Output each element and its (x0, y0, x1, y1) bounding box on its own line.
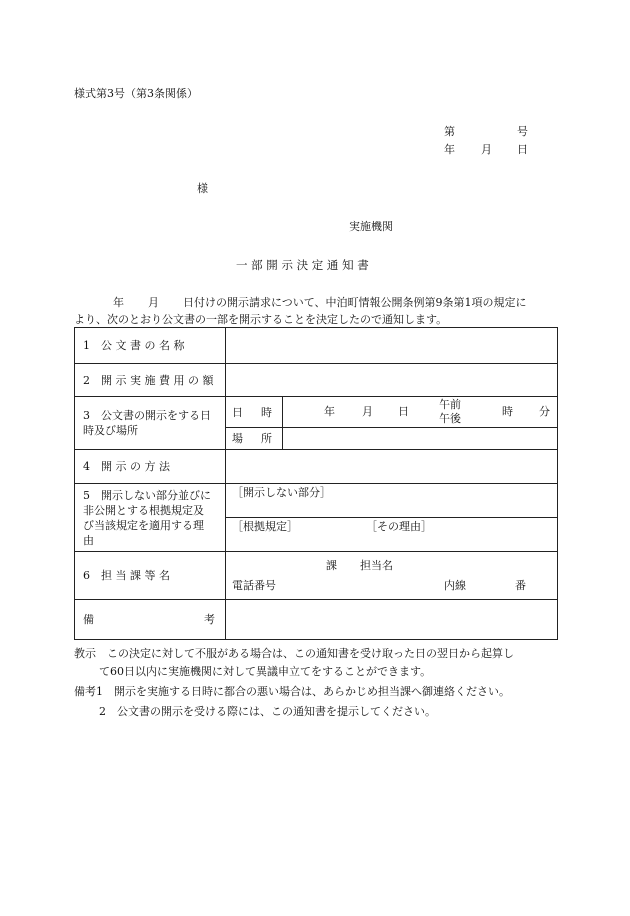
extension-number-suffix: 番 (515, 578, 526, 592)
nichiji-label: 日 時 (226, 397, 283, 428)
row-method (75, 450, 558, 484)
addressee-suffix: 様 (197, 182, 208, 195)
method-field[interactable] (226, 450, 558, 484)
biko-line2: 2 公文書の開示を受ける際には、この通知書を提示してください。 (99, 705, 436, 718)
kyoji-line2: て60日以内に実施機関に対して異議申立てをすることができます。 (99, 665, 432, 678)
undisclosed-part-label: ［開示しない部分］ (232, 486, 331, 499)
basis-field[interactable] (226, 518, 558, 552)
doc-number-suffix: 号 (517, 125, 528, 138)
reason-label: ［その理由］ (366, 520, 432, 533)
row-contact (75, 552, 558, 600)
intro-line1: 日付けの開示請求について、中泊町情報公開条例第9条第1項の規定に (183, 296, 527, 309)
intro-line2: より、次のとおり公文書の一部を開示することを決定したので通知します。 (74, 313, 448, 326)
basis-label: ［根拠規定］ (232, 520, 298, 533)
intro-month: 月 (148, 296, 159, 309)
doc-name-field[interactable] (226, 328, 558, 364)
row-remarks (75, 600, 558, 640)
remarks-field[interactable] (226, 600, 558, 640)
intro-year: 年 (113, 296, 124, 309)
datetime-label: 3 公文書の開示をする日 時及び場所 (75, 397, 226, 450)
form-number: 様式第3号（第3条関係） (74, 87, 198, 100)
extension-label: 内線 (444, 578, 466, 592)
phone-label: 電話番号 (232, 578, 276, 592)
doc-number-prefix: 第 (444, 125, 455, 138)
kyoji-line1: 教示 この決定に対して不服がある場合は、この通知書を受け取った日の翌日から起算し (74, 647, 514, 660)
row-undisclosed-part (75, 484, 558, 518)
document-title: 一 部 開 示 決 定 通 知 書 (236, 258, 369, 272)
place-field[interactable] (283, 428, 558, 450)
person-label: 担当名 (360, 558, 393, 572)
date-month: 月 (481, 143, 492, 156)
place-label: 場 所 (226, 428, 283, 450)
undisclosed-label: 5 開示しない部分並びに 非公開とする根拠規定及 び当該規定を適用する理 由 (75, 484, 226, 552)
biko-line1: 備考1 開示を実施する日時に都合の悪い場合は、あらかじめ担当課へ御連絡ください。 (74, 685, 510, 698)
fee-label: 2 開 示 実 施 費 用 の 額 (75, 364, 226, 397)
section-label: 課 (326, 558, 337, 572)
datetime-field[interactable]: 年 月 日 午前 午後 時 分 (283, 397, 558, 428)
contact-label: 6 担 当 課 等 名 (75, 552, 226, 600)
remarks-label: 備 考 (75, 600, 226, 640)
fee-field[interactable] (226, 364, 558, 397)
contact-field[interactable] (226, 552, 558, 600)
form-table (74, 327, 558, 640)
agency-name: 実施機関 (349, 220, 393, 233)
date-year: 年 (444, 143, 455, 156)
doc-name-label: 1 公 文 書 の 名 称 (75, 328, 226, 364)
method-label: 4 開 示 の 方 法 (75, 450, 226, 484)
row-datetime (75, 397, 558, 428)
date-day: 日 (517, 143, 528, 156)
undisclosed-part-field[interactable] (226, 484, 558, 518)
row-doc-name (75, 328, 558, 364)
row-fee (75, 364, 558, 397)
